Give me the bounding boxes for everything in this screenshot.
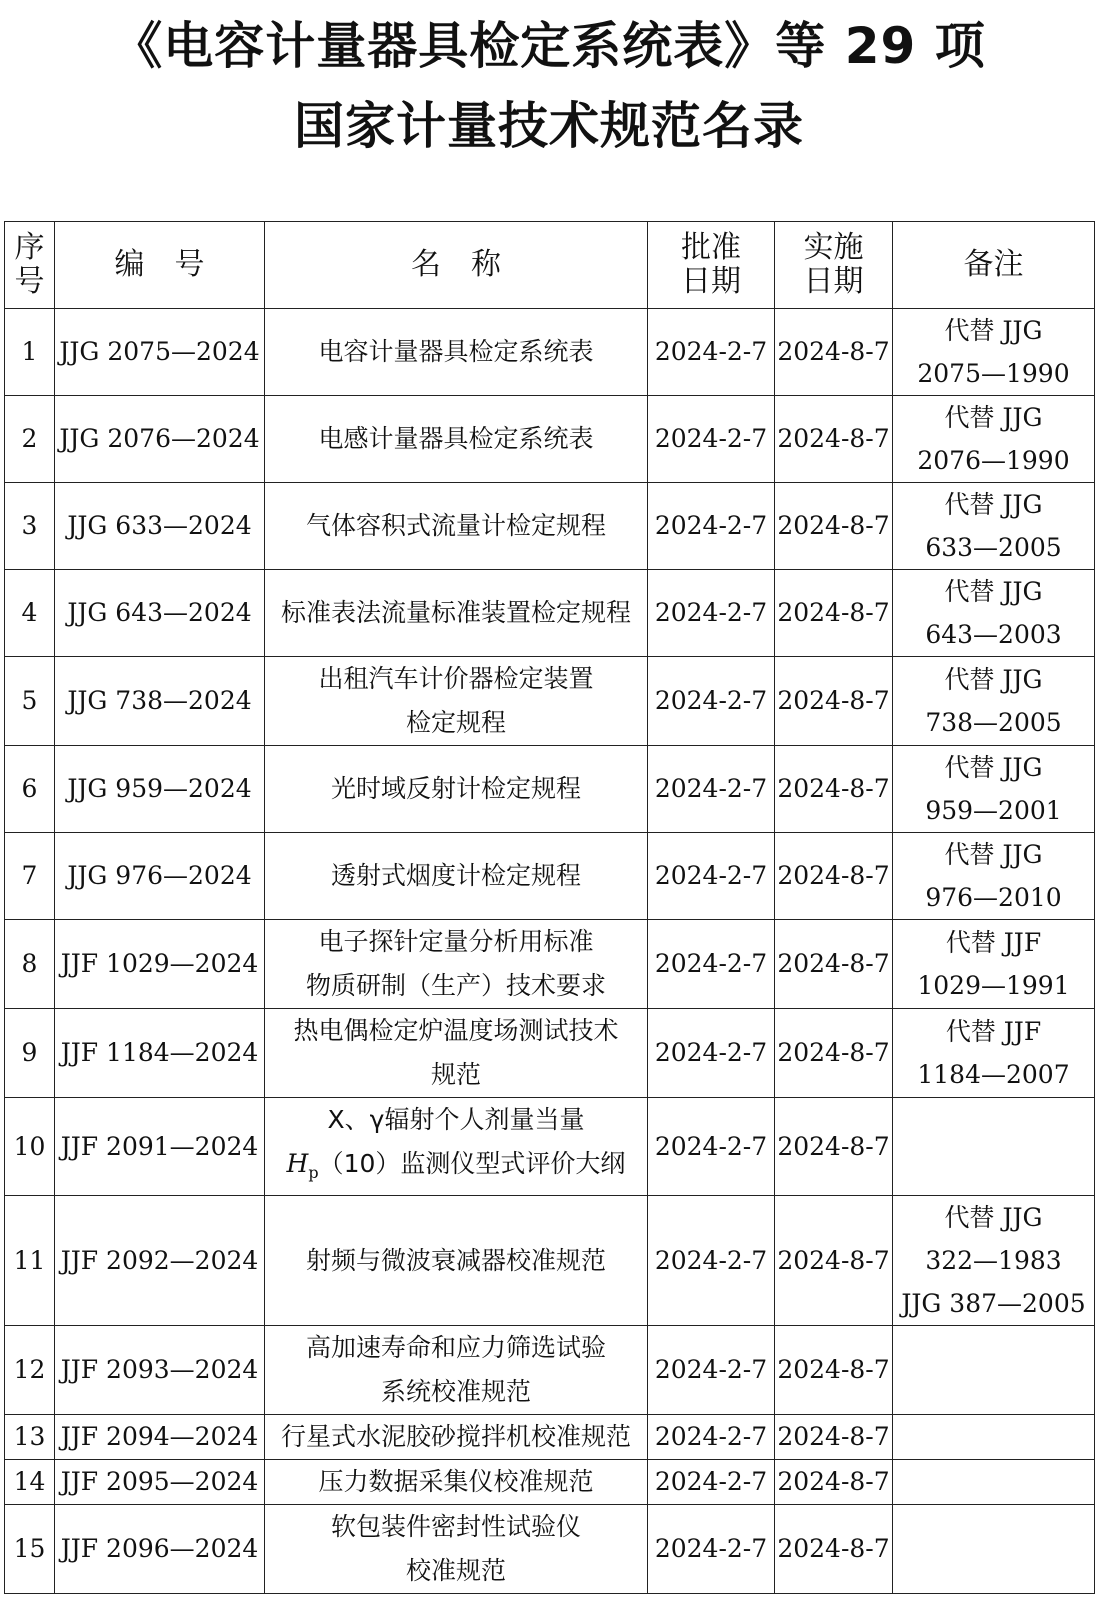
row-approve-date: 2024-2-7 [648,483,775,570]
row-remark: 代替 JJG 633—2005 [893,483,1095,570]
row-code: JJG 2076—2024 [55,396,265,483]
row-approve-date: 2024-2-7 [648,1460,775,1505]
row-name: 压力数据采集仪校准规范 [265,1460,648,1505]
header-code: 编 号 [55,222,265,309]
header-name: 名 称 [265,222,648,309]
row-effective-date: 2024-8-7 [775,483,893,570]
row-seq: 13 [5,1415,55,1460]
table-row [5,1415,1095,1460]
row-seq: 11 [5,1196,55,1326]
row-effective-date: 2024-8-7 [775,746,893,833]
table-row [5,309,1095,396]
row-seq: 14 [5,1460,55,1505]
row-effective-date: 2024-8-7 [775,1326,893,1415]
row-remark [893,1460,1095,1505]
row-name: 射频与微波衰减器校准规范 [265,1196,648,1326]
row-approve-date: 2024-2-7 [648,1505,775,1594]
row-name: 透射式烟度计检定规程 [265,833,648,920]
table-row [5,833,1095,920]
row-name: 标准表法流量标准装置检定规程 [265,570,648,657]
row-remark: 代替 JJG 2076—1990 [893,396,1095,483]
row-effective-date: 2024-8-7 [775,657,893,746]
row-remark: 代替 JJG 959—2001 [893,746,1095,833]
row-seq: 7 [5,833,55,920]
row-name: X、γ辐射个人剂量当量 $H_p(10)$监测仪型式评价大纲 [265,1098,648,1196]
row-effective-date: 2024-8-7 [775,396,893,483]
row-code: JJG 959—2024 [55,746,265,833]
row-name: 电容计量器具检定系统表 [265,309,648,396]
row-approve-date: 2024-2-7 [648,1326,775,1415]
row-code: JJG 643—2024 [55,570,265,657]
row-code: JJG 976—2024 [55,833,265,920]
row-remark [893,1415,1095,1460]
row-name: 高加速寿命和应力筛选试验 系统校准规范 [265,1326,648,1415]
row-approve-date: 2024-2-7 [648,1098,775,1196]
row-seq: 15 [5,1505,55,1594]
document-title-line-2: 国家计量技术规范名录 [294,97,804,155]
row-code: JJF 1184—2024 [55,1009,265,1098]
row-effective-date: 2024-8-7 [775,1505,893,1594]
row-name: 行星式水泥胶砂搅拌机校准规范 [265,1415,648,1460]
row-seq: 6 [5,746,55,833]
table-row [5,1196,1095,1326]
header-effective-date: 实施 日期 [775,222,893,309]
row-code: JJG 738—2024 [55,657,265,746]
table-row [5,396,1095,483]
row-code: JJF 2093—2024 [55,1326,265,1415]
row-seq: 10 [5,1098,55,1196]
row-remark: 代替 JJG 2075—1990 [893,309,1095,396]
row-remark: 代替 JJF 1029—1991 [893,920,1095,1009]
row-code: JJF 2094—2024 [55,1415,265,1460]
row-approve-date: 2024-2-7 [648,570,775,657]
row-name: 光时域反射计检定规程 [265,746,648,833]
table-row [5,570,1095,657]
specification-table [4,221,1095,1594]
row-code: JJF 2096—2024 [55,1505,265,1594]
header-approve-date: 批准 日期 [648,222,775,309]
row-approve-date: 2024-2-7 [648,1009,775,1098]
row-approve-date: 2024-2-7 [648,1196,775,1326]
row-name: 软包装件密封性试验仪 校准规范 [265,1505,648,1594]
row-name: 电感计量器具检定系统表 [265,396,648,483]
row-remark [893,1098,1095,1196]
row-seq: 1 [5,309,55,396]
row-remark: 代替 JJG 643—2003 [893,570,1095,657]
row-code: JJF 1029—2024 [55,920,265,1009]
row-approve-date: 2024-2-7 [648,309,775,396]
row-name: 电子探针定量分析用标准 物质研制（生产）技术要求 [265,920,648,1009]
row-code: JJF 2092—2024 [55,1196,265,1326]
table-row [5,1098,1095,1196]
row-effective-date: 2024-8-7 [775,570,893,657]
row-name: 气体容积式流量计检定规程 [265,483,648,570]
table-row [5,1460,1095,1505]
row-approve-date: 2024-2-7 [648,920,775,1009]
row-seq: 12 [5,1326,55,1415]
document-title-line-1: 《电容计量器具检定系统表》等 29 项 [112,17,986,75]
row-seq: 9 [5,1009,55,1098]
header-seq: 序 号 [5,222,55,309]
table-row [5,746,1095,833]
row-code: JJG 633—2024 [55,483,265,570]
row-effective-date: 2024-8-7 [775,1415,893,1460]
row-seq: 2 [5,396,55,483]
row-seq: 3 [5,483,55,570]
table-row [5,1505,1095,1594]
row-approve-date: 2024-2-7 [648,396,775,483]
row-remark: 代替 JJG 738—2005 [893,657,1095,746]
table-header-row [5,222,1095,309]
row-seq: 4 [5,570,55,657]
row-remark: 代替 JJF 1184—2007 [893,1009,1095,1098]
row-code: JJF 2091—2024 [55,1098,265,1196]
row-effective-date: 2024-8-7 [775,920,893,1009]
row-remark: 代替 JJG 976—2010 [893,833,1095,920]
row-remark [893,1505,1095,1594]
table-row [5,1009,1095,1098]
table-body [5,309,1095,1594]
row-seq: 8 [5,920,55,1009]
row-approve-date: 2024-2-7 [648,833,775,920]
row-code: JJG 2075—2024 [55,309,265,396]
row-effective-date: 2024-8-7 [775,1098,893,1196]
table-row [5,483,1095,570]
row-effective-date: 2024-8-7 [775,1196,893,1326]
row-approve-date: 2024-2-7 [648,1415,775,1460]
row-effective-date: 2024-8-7 [775,1009,893,1098]
header-remark: 备注 [893,222,1095,309]
row-remark [893,1326,1095,1415]
row-effective-date: 2024-8-7 [775,833,893,920]
row-code: JJF 2095—2024 [55,1460,265,1505]
row-remark: 代替 JJG 322—1983 JJG 387—2005 [893,1196,1095,1326]
row-name: 热电偶检定炉温度场测试技术 规范 [265,1009,648,1098]
row-approve-date: 2024-2-7 [648,657,775,746]
table-row [5,920,1095,1009]
row-effective-date: 2024-8-7 [775,309,893,396]
row-name: 出租汽车计价器检定装置 检定规程 [265,657,648,746]
row-seq: 5 [5,657,55,746]
table-row [5,1326,1095,1415]
table-row [5,657,1095,746]
row-effective-date: 2024-8-7 [775,1460,893,1505]
row-approve-date: 2024-2-7 [648,746,775,833]
